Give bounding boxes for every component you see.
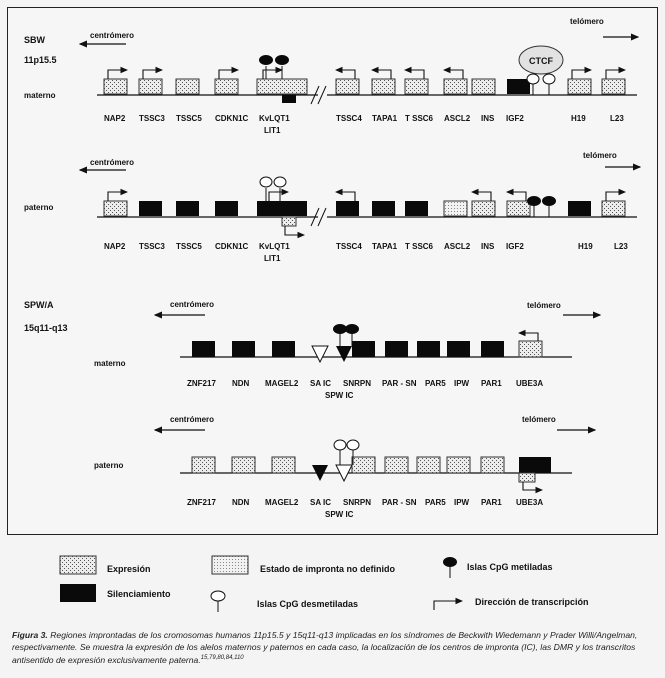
label-nap2: NAP2 xyxy=(104,114,126,123)
label-cdkn1c-p: CDKN1C xyxy=(215,242,249,251)
gene-kvlqt1-m xyxy=(257,79,307,94)
spw-maternal-label: materno xyxy=(94,359,126,368)
legend-unmethylated: Islas CpG desmetiladas xyxy=(257,599,359,609)
label-znf217-p: ZNF217 xyxy=(187,498,216,507)
sbw-title: SBW xyxy=(24,35,45,45)
gene-ube3a-p xyxy=(519,457,551,473)
sbw-centromere-label-2: centrómero xyxy=(90,158,135,167)
spw-paternal-transcription-arrow xyxy=(523,482,542,490)
gene-ndn-p xyxy=(232,457,255,473)
label-igf2-p: IGF2 xyxy=(506,242,524,251)
sbw-telomere-label: telómero xyxy=(570,17,604,26)
label-lit1-p: LIT1 xyxy=(264,254,281,263)
label-magel2: MAGEL2 xyxy=(265,379,299,388)
legend-unmethylated-icon xyxy=(211,591,225,601)
gene-ipw-p xyxy=(447,457,470,473)
spw-ic-m xyxy=(336,346,352,362)
gene-snrpn-m xyxy=(352,341,375,357)
spw-telomere-label: telómero xyxy=(527,301,561,310)
gene-ins-p xyxy=(472,201,495,216)
label-ipw: IPW xyxy=(454,379,470,388)
spw-centromere-label: centrómero xyxy=(170,300,215,309)
gene-lit1-m xyxy=(282,95,296,103)
label-ndn-p: NDN xyxy=(232,498,250,507)
gene-tssc6-m xyxy=(405,79,428,94)
sbw-paternal-label: paterno xyxy=(24,203,54,212)
label-spwic: SPW IC xyxy=(325,391,354,400)
label-nap2-p: NAP2 xyxy=(104,242,126,251)
gene-snrpn-p xyxy=(352,457,375,473)
gene-h19-p xyxy=(568,201,591,216)
spw-maternal-gene-labels xyxy=(187,379,543,400)
label-parsn: PAR - SN xyxy=(382,379,417,388)
label-magel2-p: MAGEL2 xyxy=(265,498,299,507)
gene-parsn-m xyxy=(385,341,408,357)
gene-igf2-m xyxy=(507,79,530,94)
spw-maternal-transcription-arrow xyxy=(519,333,538,341)
gene-parsn-p xyxy=(385,457,408,473)
label-par5-p: PAR5 xyxy=(425,498,446,507)
gene-ube3a-m xyxy=(519,341,542,357)
gene-znf217-m xyxy=(192,341,215,357)
label-kvlqt1: KvLQT1 xyxy=(259,114,290,123)
caption-figure-label: Figura 3. xyxy=(12,630,48,640)
label-tapa1: TAPA1 xyxy=(372,114,398,123)
legend-direction: Dirección de transcripción xyxy=(475,597,589,607)
label-h19-p: H19 xyxy=(578,242,593,251)
label-ins: INS xyxy=(481,114,495,123)
gene-ipw-m xyxy=(447,341,470,357)
gene-tssc4-p xyxy=(336,201,359,216)
legend-expression-swatch xyxy=(60,556,96,574)
label-par1: PAR1 xyxy=(481,379,502,388)
gene-ascl2-m xyxy=(444,79,467,94)
gene-cdkn1c-m xyxy=(215,79,238,94)
label-spwic-p: SPW IC xyxy=(325,510,354,519)
spw-paternal-label: paterno xyxy=(94,461,124,470)
gene-par1-p xyxy=(481,457,504,473)
gene-igf2-p xyxy=(507,201,530,216)
gene-tssc5-p xyxy=(176,201,199,216)
sa-ic-m xyxy=(312,346,328,362)
gene-kvlqt1-p xyxy=(257,201,307,216)
label-ins-p: INS xyxy=(481,242,495,251)
label-tssc4-p: TSSC4 xyxy=(336,242,362,251)
label-l23: L23 xyxy=(610,114,624,123)
legend-undefined: Estado de impronta no definido xyxy=(260,564,395,574)
spw-maternal-genes xyxy=(192,341,542,362)
spw-paternal-gene-labels xyxy=(187,498,543,519)
label-tssc6-p: T SSC6 xyxy=(405,242,434,251)
gene-cdkn1c-p xyxy=(215,201,238,216)
label-saic-p: SA IC xyxy=(310,498,332,507)
gene-l23-p xyxy=(602,201,625,216)
sbw-maternal-label: materno xyxy=(24,91,56,100)
gene-nap2-m xyxy=(104,79,127,94)
gene-l23-m xyxy=(602,79,625,94)
label-tssc4: TSSC4 xyxy=(336,114,362,123)
gene-tssc5-m xyxy=(176,79,199,94)
label-lit1: LIT1 xyxy=(264,126,281,135)
gene-par5-m xyxy=(417,341,440,357)
label-snrpn: SNRPN xyxy=(343,379,372,388)
label-tssc5-p: TSSC5 xyxy=(176,242,202,251)
gene-ins-m xyxy=(472,79,495,94)
spw-locus: 15q11-q13 xyxy=(24,323,68,333)
label-znf217: ZNF217 xyxy=(187,379,216,388)
gene-tssc4-m xyxy=(336,79,359,94)
label-tssc3-p: TSSC3 xyxy=(139,242,165,251)
ube3a-antisense-p xyxy=(519,473,535,482)
label-h19: H19 xyxy=(571,114,586,123)
figure-caption xyxy=(12,630,657,666)
label-tssc3: TSSC3 xyxy=(139,114,165,123)
legend xyxy=(60,556,589,612)
spw-paternal-genes xyxy=(192,457,551,482)
legend-silencing: Silenciamiento xyxy=(107,589,171,599)
caption-references: 15,79,80,84,110 xyxy=(200,655,244,661)
spw-centromere-label-2: centrómero xyxy=(170,415,215,424)
label-par1-p: PAR1 xyxy=(481,498,502,507)
gene-tssc3-p xyxy=(139,201,162,216)
label-saic: SA IC xyxy=(310,379,332,388)
gene-magel2-m xyxy=(272,341,295,357)
gene-tapa1-p xyxy=(372,201,395,216)
sbw-locus: 11p15.5 xyxy=(24,55,57,65)
label-ube3a: UBE3A xyxy=(516,379,544,388)
spw-title: SPW/A xyxy=(24,300,54,310)
gene-lit1-p xyxy=(282,217,296,226)
gene-tssc3-m xyxy=(139,79,162,94)
label-l23-p: L23 xyxy=(614,242,628,251)
sbw-centromere-label: centrómero xyxy=(90,31,135,40)
sbw-maternal-gene-labels xyxy=(104,114,624,135)
gene-par5-p xyxy=(417,457,440,473)
legend-direction-arrow-icon xyxy=(434,601,462,610)
legend-methylated-icon xyxy=(443,557,457,567)
gene-znf217-p xyxy=(192,457,215,473)
gene-ascl2-p xyxy=(444,201,467,216)
legend-expression: Expresión xyxy=(107,564,151,574)
sbw-telomere-label-2: telómero xyxy=(583,151,617,160)
label-tapa1-p: TAPA1 xyxy=(372,242,398,251)
caption-text: Regiones improntadas de los cromosomas humanos 11p15.5 y 15q11-q13 implicadas en los síndromes de Beckwith Wiedemann y Prader Willi/Angelman, respectivamente. Se muestra la expresión de los alelos maternos y paternos en cada caso, la localización de los centros de impronta (IC), las DMR y los transcritos antisentido de expresión exclusivamente paterna. xyxy=(12,630,638,665)
label-ascl2: ASCL2 xyxy=(444,114,471,123)
label-par5: PAR5 xyxy=(425,379,446,388)
label-igf2: IGF2 xyxy=(506,114,524,123)
label-ipw-p: IPW xyxy=(454,498,470,507)
legend-silencing-swatch xyxy=(60,584,96,602)
label-ndn: NDN xyxy=(232,379,250,388)
label-cdkn1c: CDKN1C xyxy=(215,114,249,123)
gene-tssc6-p xyxy=(405,201,428,216)
label-tssc5: TSSC5 xyxy=(176,114,202,123)
label-ascl2-p: ASCL2 xyxy=(444,242,471,251)
ctcf-label: CTCF xyxy=(529,56,553,66)
label-parsn-p: PAR - SN xyxy=(382,498,417,507)
gene-ndn-m xyxy=(232,341,255,357)
gene-h19-m xyxy=(568,79,591,94)
gene-tapa1-m xyxy=(372,79,395,94)
label-snrpn-p: SNRPN xyxy=(343,498,372,507)
gene-magel2-p xyxy=(272,457,295,473)
label-kvlqt1-p: KvLQT1 xyxy=(259,242,290,251)
label-ube3a-p: UBE3A xyxy=(516,498,544,507)
gene-nap2-p xyxy=(104,201,127,216)
gene-par1-m xyxy=(481,341,504,357)
label-tssc6: T SSC6 xyxy=(405,114,434,123)
legend-methylated: Islas CpG metiladas xyxy=(467,562,553,572)
spw-telomere-label-2: telómero xyxy=(522,415,556,424)
sbw-paternal-gene-labels xyxy=(104,242,628,263)
legend-undefined-swatch xyxy=(212,556,248,574)
